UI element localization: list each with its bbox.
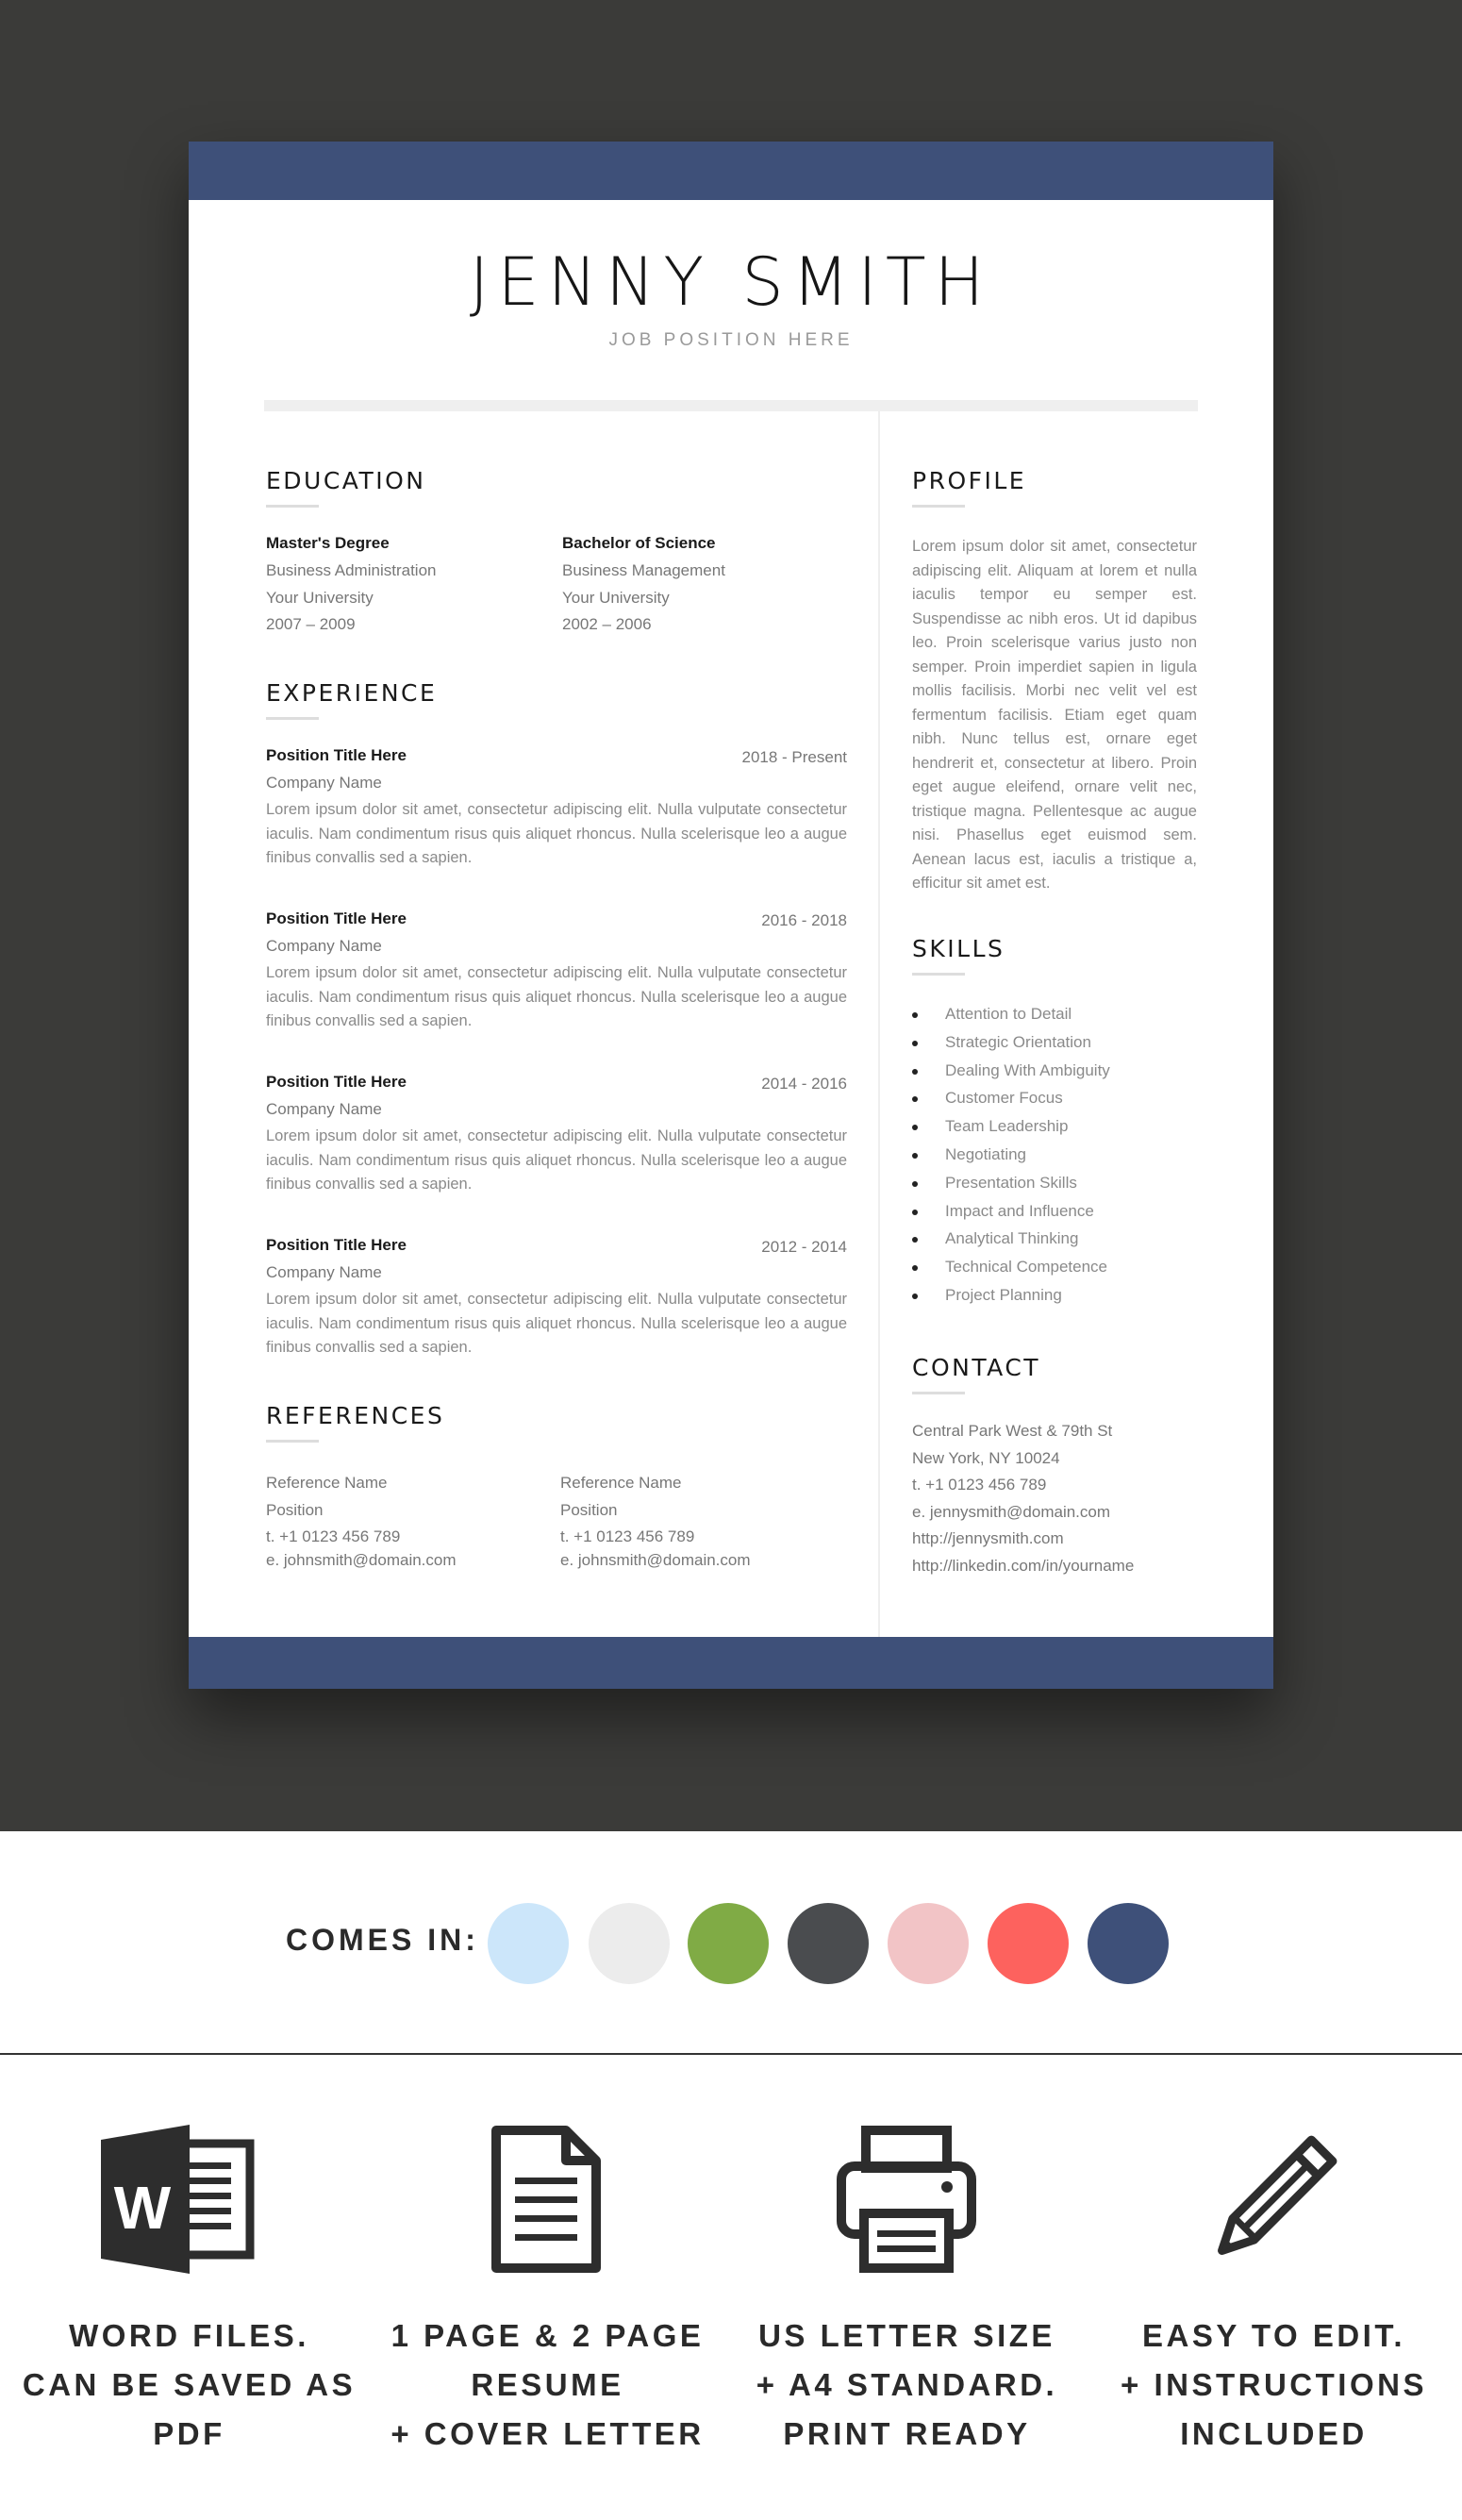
profile-text: Lorem ipsum dolor sit amet, consectetur adipiscing elit. Aliquam at lorem et nulla iaculis tempor eu semper est. Suspendisse ac nibh eros. Ut id dapibus leo. Proin scelerisque varius justo non semper. Proin imperdiet sapien in ligula mollis facilisis. Morbi nec velit vel est fermentum facilisis. Etiam eget quam nibh. Nunc tellus est, ornare eget hendrerit et, consectetur at libero. Proin eget augue eleifend, ornare velit nec, tristique magna. Pellentesque ac augue nisi. Phasellus eget euismod sem. Aenean lacus est, iaculis a tristique a, efficitur sit amet est. bbox=[912, 538, 1197, 892]
contact-phone: t. +1 0123 456 789 bbox=[912, 1476, 1047, 1494]
education-heading: EDUCATION bbox=[266, 467, 426, 494]
experience-heading: EXPERIENCE bbox=[266, 679, 438, 707]
list-item: Negotiating bbox=[912, 1145, 1110, 1174]
position-title: Position Title Here bbox=[266, 1236, 407, 1254]
list-item: Attention to Detail bbox=[912, 1005, 1110, 1033]
skills-heading: SKILLS bbox=[912, 935, 1005, 962]
list-item: Customer Focus bbox=[912, 1089, 1110, 1117]
reference-email: e. johnsmith@domain.com bbox=[560, 1551, 751, 1569]
profile-heading: PROFILE bbox=[912, 467, 1027, 494]
color-swatch-navy bbox=[1088, 1903, 1169, 1984]
list-item: Impact and Influence bbox=[912, 1202, 1110, 1230]
company-name: Company Name bbox=[266, 774, 382, 792]
reference-name: Reference Name bbox=[560, 1474, 682, 1492]
svg-text:W: W bbox=[113, 2174, 172, 2242]
printer-icon bbox=[836, 2125, 977, 2278]
color-swatch-green bbox=[688, 1903, 769, 1984]
word-document-icon bbox=[99, 2123, 256, 2280]
job-description: Lorem ipsum dolor sit amet, consectetur adipiscing elit. Nulla vulputate consectetur iaculis. Nam condimentum risus quis aliquet rhoncus. Nulla scelerisque leo a augue finibus convallis sed a sapien. bbox=[266, 1127, 847, 1193]
skills-list bbox=[912, 1005, 1110, 1314]
dates: 2014 - 2016 bbox=[761, 1075, 847, 1093]
school: Your University bbox=[266, 589, 374, 607]
feature-line: INCLUDED bbox=[1180, 2416, 1368, 2451]
field: Business Management bbox=[562, 561, 725, 579]
contact-heading: CONTACT bbox=[912, 1354, 1041, 1381]
reference-phone: t. +1 0123 456 789 bbox=[560, 1527, 695, 1545]
dates: 2012 - 2014 bbox=[761, 1238, 847, 1256]
references-heading: REFERENCES bbox=[266, 1402, 445, 1429]
reference-email: e. johnsmith@domain.com bbox=[266, 1551, 457, 1569]
color-swatch-coral bbox=[988, 1903, 1069, 1984]
document-page-icon bbox=[489, 2123, 604, 2280]
contact-address: Central Park West & 79th St bbox=[912, 1422, 1113, 1440]
feature-line: + COVER LETTER bbox=[390, 2416, 705, 2451]
feature-line: + INSTRUCTIONS bbox=[1121, 2367, 1427, 2402]
reference-name: Reference Name bbox=[266, 1474, 388, 1492]
dates: 2016 - 2018 bbox=[761, 911, 847, 929]
feature-line: US LETTER SIZE bbox=[758, 2318, 1055, 2353]
column-divider bbox=[878, 411, 880, 1637]
list-item: Team Leadership bbox=[912, 1117, 1110, 1145]
feature-print-sizes bbox=[724, 2311, 1089, 2459]
years: 2002 – 2006 bbox=[562, 615, 652, 633]
feature-page-options bbox=[365, 2311, 730, 2459]
company-name: Company Name bbox=[266, 1263, 382, 1281]
feature-word-files bbox=[7, 2311, 372, 2459]
feature-line: 1 PAGE & 2 PAGE bbox=[390, 2318, 705, 2353]
job-description: Lorem ipsum dolor sit amet, consectetur adipiscing elit. Nulla vulputate consectetur iaculis. Nam condimentum risus quis aliquet rhoncus. Nulla scelerisque leo a augue finibus convallis sed a sapien. bbox=[266, 964, 847, 1029]
bottom-color-band bbox=[189, 1637, 1273, 1689]
list-item: Strategic Orientation bbox=[912, 1033, 1110, 1061]
color-swatch-light-blue bbox=[488, 1903, 569, 1984]
resume-name: JENNY SMITH bbox=[469, 243, 993, 321]
position-title: Position Title Here bbox=[266, 1073, 407, 1091]
job-description: Lorem ipsum dolor sit amet, consectetur adipiscing elit. Nulla vulputate consectetur iaculis. Nam condimentum risus quis aliquet rhoncus. Nulla scelerisque leo a augue finibus convallis sed a sapien. bbox=[266, 1291, 847, 1356]
dates: 2018 - Present bbox=[741, 748, 847, 766]
pencil-icon bbox=[1198, 2121, 1349, 2282]
color-swatch-pink bbox=[888, 1903, 969, 1984]
reference-position: Position bbox=[560, 1501, 618, 1519]
position-title: Position Title Here bbox=[266, 746, 407, 764]
position-title: Position Title Here bbox=[266, 910, 407, 927]
feature-line: EASY TO EDIT. bbox=[1141, 2318, 1405, 2353]
contact-city: New York, NY 10024 bbox=[912, 1449, 1060, 1467]
section-divider bbox=[0, 2053, 1462, 2055]
company-name: Company Name bbox=[266, 937, 382, 955]
school: Your University bbox=[562, 589, 670, 607]
feature-line: + A4 STANDARD. bbox=[756, 2367, 1058, 2402]
list-item: Project Planning bbox=[912, 1286, 1110, 1314]
feature-line: PRINT READY bbox=[783, 2416, 1031, 2451]
feature-line: RESUME bbox=[471, 2367, 624, 2402]
job-position: JOB POSITION HERE bbox=[608, 330, 854, 350]
color-swatch-charcoal bbox=[788, 1903, 869, 1984]
field: Business Administration bbox=[266, 561, 437, 579]
list-item: Technical Competence bbox=[912, 1258, 1110, 1286]
contact-email: e. jennysmith@domain.com bbox=[912, 1503, 1111, 1521]
degree: Bachelor of Science bbox=[562, 534, 716, 552]
feature-line: PDF bbox=[153, 2416, 225, 2451]
job-description: Lorem ipsum dolor sit amet, consectetur adipiscing elit. Nulla vulputate consectetur iaculis. Nam condimentum risus quis aliquet rhoncus. Nulla scelerisque leo a augue finibus convallis sed a sapien. bbox=[266, 801, 847, 866]
header-divider bbox=[264, 400, 1198, 411]
list-item: Presentation Skills bbox=[912, 1174, 1110, 1202]
color-swatch-light-gray bbox=[589, 1903, 670, 1984]
top-color-band bbox=[189, 142, 1273, 200]
colors-label: COMES IN: bbox=[286, 1923, 479, 1957]
feature-line: WORD FILES. bbox=[69, 2318, 309, 2353]
years: 2007 – 2009 bbox=[266, 615, 356, 633]
reference-position: Position bbox=[266, 1501, 324, 1519]
feature-line: CAN BE SAVED AS bbox=[22, 2367, 357, 2402]
reference-phone: t. +1 0123 456 789 bbox=[266, 1527, 401, 1545]
feature-easy-edit bbox=[1091, 2311, 1456, 2459]
degree: Master's Degree bbox=[266, 534, 390, 552]
company-name: Company Name bbox=[266, 1100, 382, 1118]
contact-linkedin: http://linkedin.com/in/yourname bbox=[912, 1557, 1135, 1575]
resume-preview bbox=[189, 142, 1273, 1689]
contact-website: http://jennysmith.com bbox=[912, 1529, 1064, 1547]
list-item: Dealing With Ambiguity bbox=[912, 1061, 1110, 1090]
list-item: Analytical Thinking bbox=[912, 1229, 1110, 1258]
